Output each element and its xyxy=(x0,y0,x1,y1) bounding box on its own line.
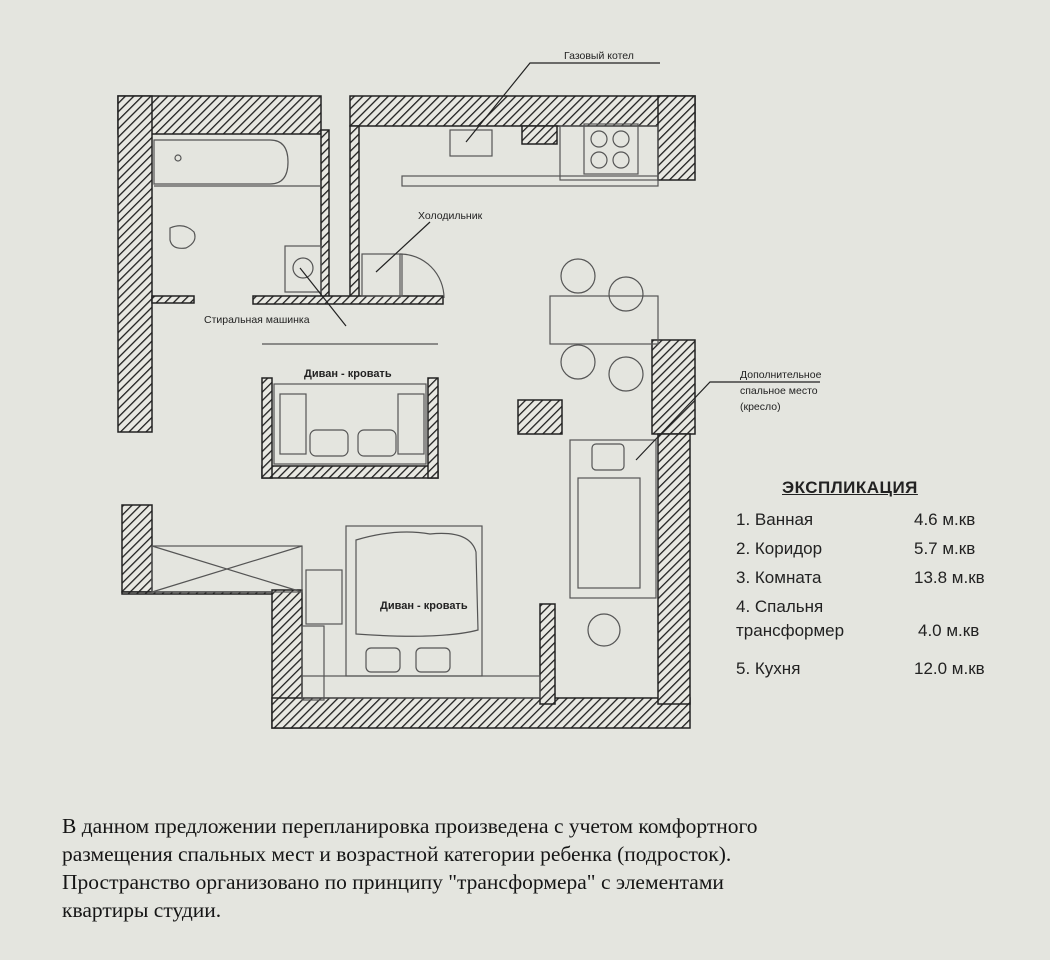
pillow xyxy=(416,648,450,672)
room-area: 4.0 м.кв xyxy=(918,621,980,640)
stove-burner xyxy=(591,131,607,147)
label-sofa-bed-niche: Диван - кровать xyxy=(304,368,392,380)
description-text xyxy=(62,812,1022,924)
room-name-line2: трансформер xyxy=(736,621,845,640)
label-fridge: Холодильник xyxy=(418,210,483,222)
label-extra-bed-line1: Дополнительное xyxy=(740,369,822,381)
washing-machine-drum xyxy=(293,258,313,278)
wall-corridor-left xyxy=(350,126,359,303)
wall-top-notch xyxy=(522,126,557,144)
niche-wall-left xyxy=(262,378,272,478)
stove-burner xyxy=(591,152,607,168)
niche-wall-right xyxy=(428,378,438,478)
wall-kitchen-stub xyxy=(518,400,562,434)
leader-fridge xyxy=(376,222,430,272)
room-name: 1. Ванная xyxy=(736,510,814,529)
nightstand xyxy=(306,570,342,624)
niche-wall-bottom xyxy=(262,466,438,478)
transformer-mattress xyxy=(578,478,640,588)
label-washer: Стиральная машинка xyxy=(204,314,310,326)
kitchen-counter-top xyxy=(560,126,658,180)
explication-row xyxy=(736,510,1036,539)
explication-row xyxy=(736,568,1036,597)
dining-table xyxy=(550,296,658,344)
sofa-bed-niche xyxy=(274,384,426,464)
wall-bath-right xyxy=(321,130,329,303)
washing-machine xyxy=(285,246,321,292)
dining-chair xyxy=(561,345,595,379)
wall-right-lower xyxy=(658,434,690,704)
room-area: 13.8 м.кв xyxy=(914,568,985,587)
wall-bottom xyxy=(272,698,690,728)
wall-corridor-bottom xyxy=(253,296,443,304)
furniture xyxy=(152,124,658,700)
wall-bottom-inner xyxy=(540,604,555,704)
room-area: 4.6 м.кв xyxy=(914,510,976,529)
wall-top-right xyxy=(350,96,695,126)
dining-chair xyxy=(609,277,643,311)
description-line: размещения спальных мест и возрастной категории ребенка (подросток). xyxy=(62,842,732,866)
dining-chair xyxy=(561,259,595,293)
stool xyxy=(588,614,620,646)
description-line: Пространство организовано по принципу "трансформера" с элементами xyxy=(62,870,724,894)
description-line: квартиры студии. xyxy=(62,898,222,922)
room-side-shelf xyxy=(302,626,324,700)
room-area: 5.7 м.кв xyxy=(914,539,976,558)
toilet xyxy=(170,226,195,249)
explication-row xyxy=(736,597,1036,621)
room-name: 5. Кухня xyxy=(736,659,801,678)
room-name: 2. Коридор xyxy=(736,539,823,558)
wall-bath-bottom xyxy=(152,296,194,303)
label-gas-boiler: Газовый котел xyxy=(564,50,634,62)
stove xyxy=(584,124,638,174)
transformer-bed xyxy=(570,440,656,598)
walls xyxy=(118,96,695,728)
pillow xyxy=(366,648,400,672)
blanket xyxy=(356,532,478,636)
stove-burner xyxy=(613,152,629,168)
sofa-cushion xyxy=(310,430,348,456)
explication-title: ЭКСПЛИКАЦИЯ xyxy=(782,478,918,497)
explication-row xyxy=(736,621,1036,659)
door-swing xyxy=(400,254,444,298)
explication-row xyxy=(736,539,1036,568)
room-name-line1: 4. Спальня xyxy=(736,597,824,616)
room-area: 12.0 м.кв xyxy=(914,659,985,678)
dining-chair xyxy=(609,357,643,391)
stove-burner xyxy=(613,131,629,147)
fridge-box xyxy=(362,254,402,296)
description-line: В данном предложении перепланировка произведена с учетом комфортного xyxy=(62,814,758,838)
explication-row xyxy=(736,659,1036,688)
armchair xyxy=(592,444,624,470)
gas-boiler-unit xyxy=(450,130,492,156)
explication-table xyxy=(736,478,1036,688)
bath-drain xyxy=(175,155,181,161)
wall-right-upper xyxy=(658,96,695,180)
sofa-arm xyxy=(398,394,424,454)
kitchen-counter-side xyxy=(402,176,658,186)
sofa-arm xyxy=(280,394,306,454)
sofa-cushion xyxy=(358,430,396,456)
label-extra-bed-line2: спальное место xyxy=(740,385,818,397)
room-name: 3. Комната xyxy=(736,568,822,587)
wall-left xyxy=(118,96,152,432)
wall-bottom-left xyxy=(122,505,152,592)
label-sofa-bed-room: Диван - кровать xyxy=(380,600,468,612)
room-bench xyxy=(302,676,540,698)
label-extra-bed-line3: (кресло) xyxy=(740,401,781,413)
bathtub xyxy=(154,140,288,184)
